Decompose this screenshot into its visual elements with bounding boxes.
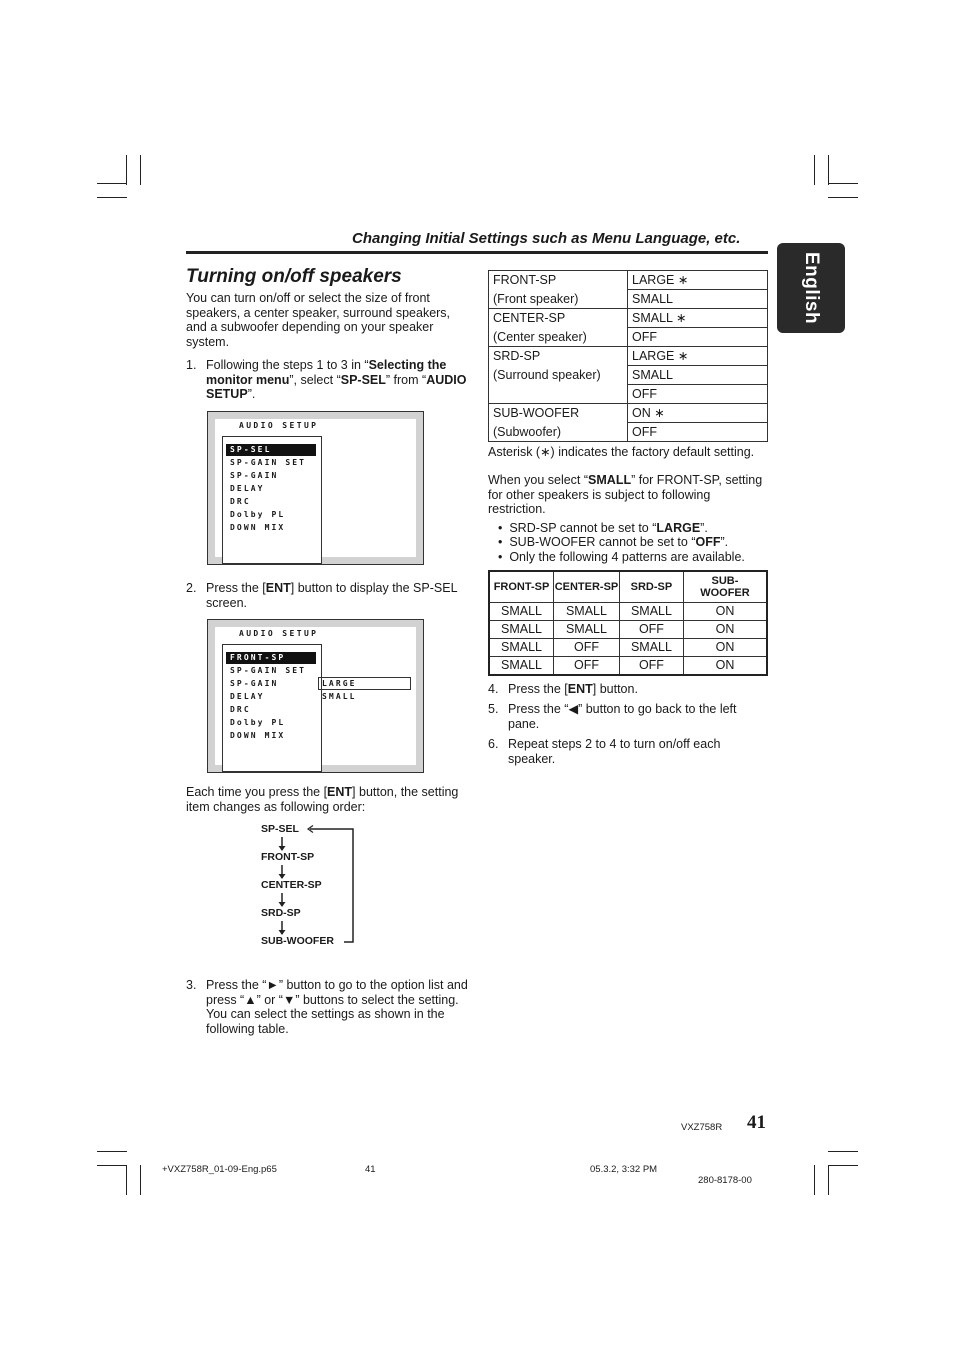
table-row [489,309,768,328]
speaker-option: LARGE ∗ [628,347,768,366]
flow-center-sp: CENTER-SP [261,879,322,891]
table-cell: SMALL [619,603,683,621]
table-cell: OFF [619,657,683,676]
header-rule [186,251,768,254]
table-cell: ON [683,639,767,657]
table-cell: SMALL [489,603,554,621]
bullet-1: • SRD-SP cannot be set to “LARGE”. [498,521,708,535]
table-cell: OFF [554,639,620,657]
column-header: FRONT-SP [489,571,554,603]
table-row [489,366,768,385]
speaker-option: SMALL ∗ [628,309,768,328]
table-cell: ON [683,621,767,639]
menu-item-drc[interactable]: DRC [230,705,251,714]
crop-mark [828,1165,829,1195]
table-row [489,347,768,366]
step-4-text: Press the [ENT] button. [508,682,638,696]
sp-sel-screen [207,619,424,773]
column-header: SUB-WOOFER [683,571,767,603]
speaker-name: SUB-WOOFER [489,404,628,423]
speaker-option: ON ∗ [628,404,768,423]
audio-setup-screen [207,411,424,565]
page-title: Turning on/off speakers [186,266,402,287]
crop-mark [828,183,858,184]
flow-front-sp: FRONT-SP [261,851,315,863]
print-date: 05.3.2, 3:32 PM [590,1164,658,1175]
crop-mark [97,183,127,184]
speaker-option: SMALL [628,366,768,385]
table-header-row [489,571,767,603]
step-4-number: 4. [488,682,499,696]
menu-item-drc[interactable]: DRC [230,497,251,506]
crop-mark [126,1165,127,1195]
menu-item-sp-gain-set[interactable]: SP-GAIN SET [230,458,307,467]
crop-mark [140,155,141,185]
screen-title: AUDIO SETUP [239,629,319,638]
speaker-name: FRONT-SP [489,271,628,290]
speaker-name: SRD-SP [489,347,628,366]
menu-item-dolby-pl[interactable]: Dolby PL [230,510,286,519]
flow-srd-sp: SRD-SP [261,907,301,919]
table-cell: SMALL [619,639,683,657]
step-1-text: Following the steps 1 to 3 in “Selecting the monitor menu”, select “SP-SEL” from “AUDIO SETUP”. [206,358,467,402]
menu-item-down-mix[interactable]: DOWN MIX [230,523,286,532]
up-arrow-icon: ▲ [244,992,257,1007]
table-row [489,328,768,347]
screen-title: AUDIO SETUP [239,421,319,430]
crop-mark [828,1151,858,1152]
order-text: Each time you press the [ENT] button, the setting item changes as following order: [186,785,459,814]
speaker-option: OFF [628,385,768,404]
asterisk-note: Asterisk (∗) indicates the factory default setting. [488,445,755,459]
crop-mark [97,1151,127,1152]
left-arrow-icon: ◀ [568,702,579,716]
speaker-option: SMALL [628,290,768,309]
speaker-option: OFF [628,328,768,347]
doc-code: 280-8178-00 [698,1175,752,1186]
step-3-number: 3. [186,978,197,992]
intro-text: You can turn on/off or select the size of front speakers, a center speaker, surround speakers, and a subwoofer depending on your speaker system. [186,291,451,349]
menu-item-dolby-pl[interactable]: Dolby PL [230,718,286,727]
table-cell: ON [683,603,767,621]
crop-mark [140,1165,141,1195]
step-3-text: Press the “►” button to go to the option list and press “▲” or “▼” buttons to select the setting. You can select the settings as shown in the following table. [206,978,468,1036]
menu-item-front-sp[interactable]: FRONT-SP [226,652,316,664]
down-arrow-icon: ▼ [282,992,296,1007]
bullet-3: • Only the following 4 patterns are available. [498,550,745,564]
step-2-text: Press the [ENT] button to display the SP-SEL screen. [206,581,458,610]
speaker-desc: (Subwoofer) [489,423,628,442]
menu-item-sp-gain[interactable]: SP-GAIN [230,679,279,688]
model-label: VXZ758R [681,1122,723,1133]
flow-sp-sel: SP-SEL [261,823,299,835]
speaker-option: LARGE ∗ [628,271,768,290]
table-row [489,621,767,639]
table-cell: OFF [619,621,683,639]
table-row [489,639,767,657]
menu-item-delay[interactable]: DELAY [230,484,265,493]
option-large[interactable]: LARGE [318,677,411,690]
table-row [489,423,768,442]
crop-mark [828,1165,858,1166]
table-cell: SMALL [554,603,620,621]
page-number: 41 [747,1112,766,1133]
crop-mark [126,155,127,185]
table-cell: SMALL [554,621,620,639]
table-cell: OFF [554,657,620,676]
crop-mark [97,1165,127,1166]
language-tab-label: English [801,251,822,325]
flow-sub-woofer: SUB-WOOFER [261,935,334,947]
table-row [489,271,768,290]
table-row [489,404,768,423]
file-name: +VXZ758R_01-09-Eng.p65 [162,1164,277,1175]
crop-mark [814,1165,815,1195]
menu-item-delay[interactable]: DELAY [230,692,265,701]
table-cell: SMALL [489,657,554,676]
screen-menu [222,436,322,564]
crop-mark [97,197,127,198]
option-small[interactable]: SMALL [322,692,357,701]
table-row [489,603,767,621]
crop-mark [814,155,815,185]
language-tab [777,243,845,333]
step-5-text: Press the “◀” button to go back to the left pane. [508,702,737,731]
file-page: 41 [365,1164,376,1175]
step-5-number: 5. [488,702,499,716]
menu-item-sp-sel[interactable]: SP-SEL [226,444,316,456]
step-2-number: 2. [186,581,197,595]
step-1-number: 1. [186,358,197,372]
column-header: CENTER-SP [554,571,620,603]
speaker-settings-table [488,270,768,442]
crop-mark [828,197,858,198]
table-cell: SMALL [489,621,554,639]
speaker-desc: (Front speaker) [489,290,628,309]
table-row [489,290,768,309]
menu-item-sp-gain-set[interactable]: SP-GAIN SET [230,666,307,675]
speaker-option: OFF [628,423,768,442]
table-row [489,385,768,404]
crop-mark [828,155,829,185]
table-cell: SMALL [489,639,554,657]
table-cell: ON [683,657,767,676]
patterns-table [488,570,768,676]
column-header: SRD-SP [619,571,683,603]
menu-item-down-mix[interactable]: DOWN MIX [230,731,286,740]
menu-item-sp-gain[interactable]: SP-GAIN [230,471,279,480]
speaker-desc: (Center speaker) [489,328,628,347]
bullet-2: • SUB-WOOFER cannot be set to “OFF”. [498,535,729,549]
small-note: When you select “SMALL” for FRONT-SP, setting for other speakers is subject to following restriction. [488,473,763,517]
right-arrow-icon: ► [266,978,279,992]
screen-menu [222,644,322,772]
step-6-text: Repeat steps 2 to 4 to turn on/off each speaker. [508,737,721,766]
step-6-number: 6. [488,737,499,751]
section-title: Changing Initial Settings such as Menu Language, etc. [352,230,741,247]
table-row [489,657,767,676]
speaker-desc: (Surround speaker) [489,366,628,385]
speaker-name: CENTER-SP [489,309,628,328]
